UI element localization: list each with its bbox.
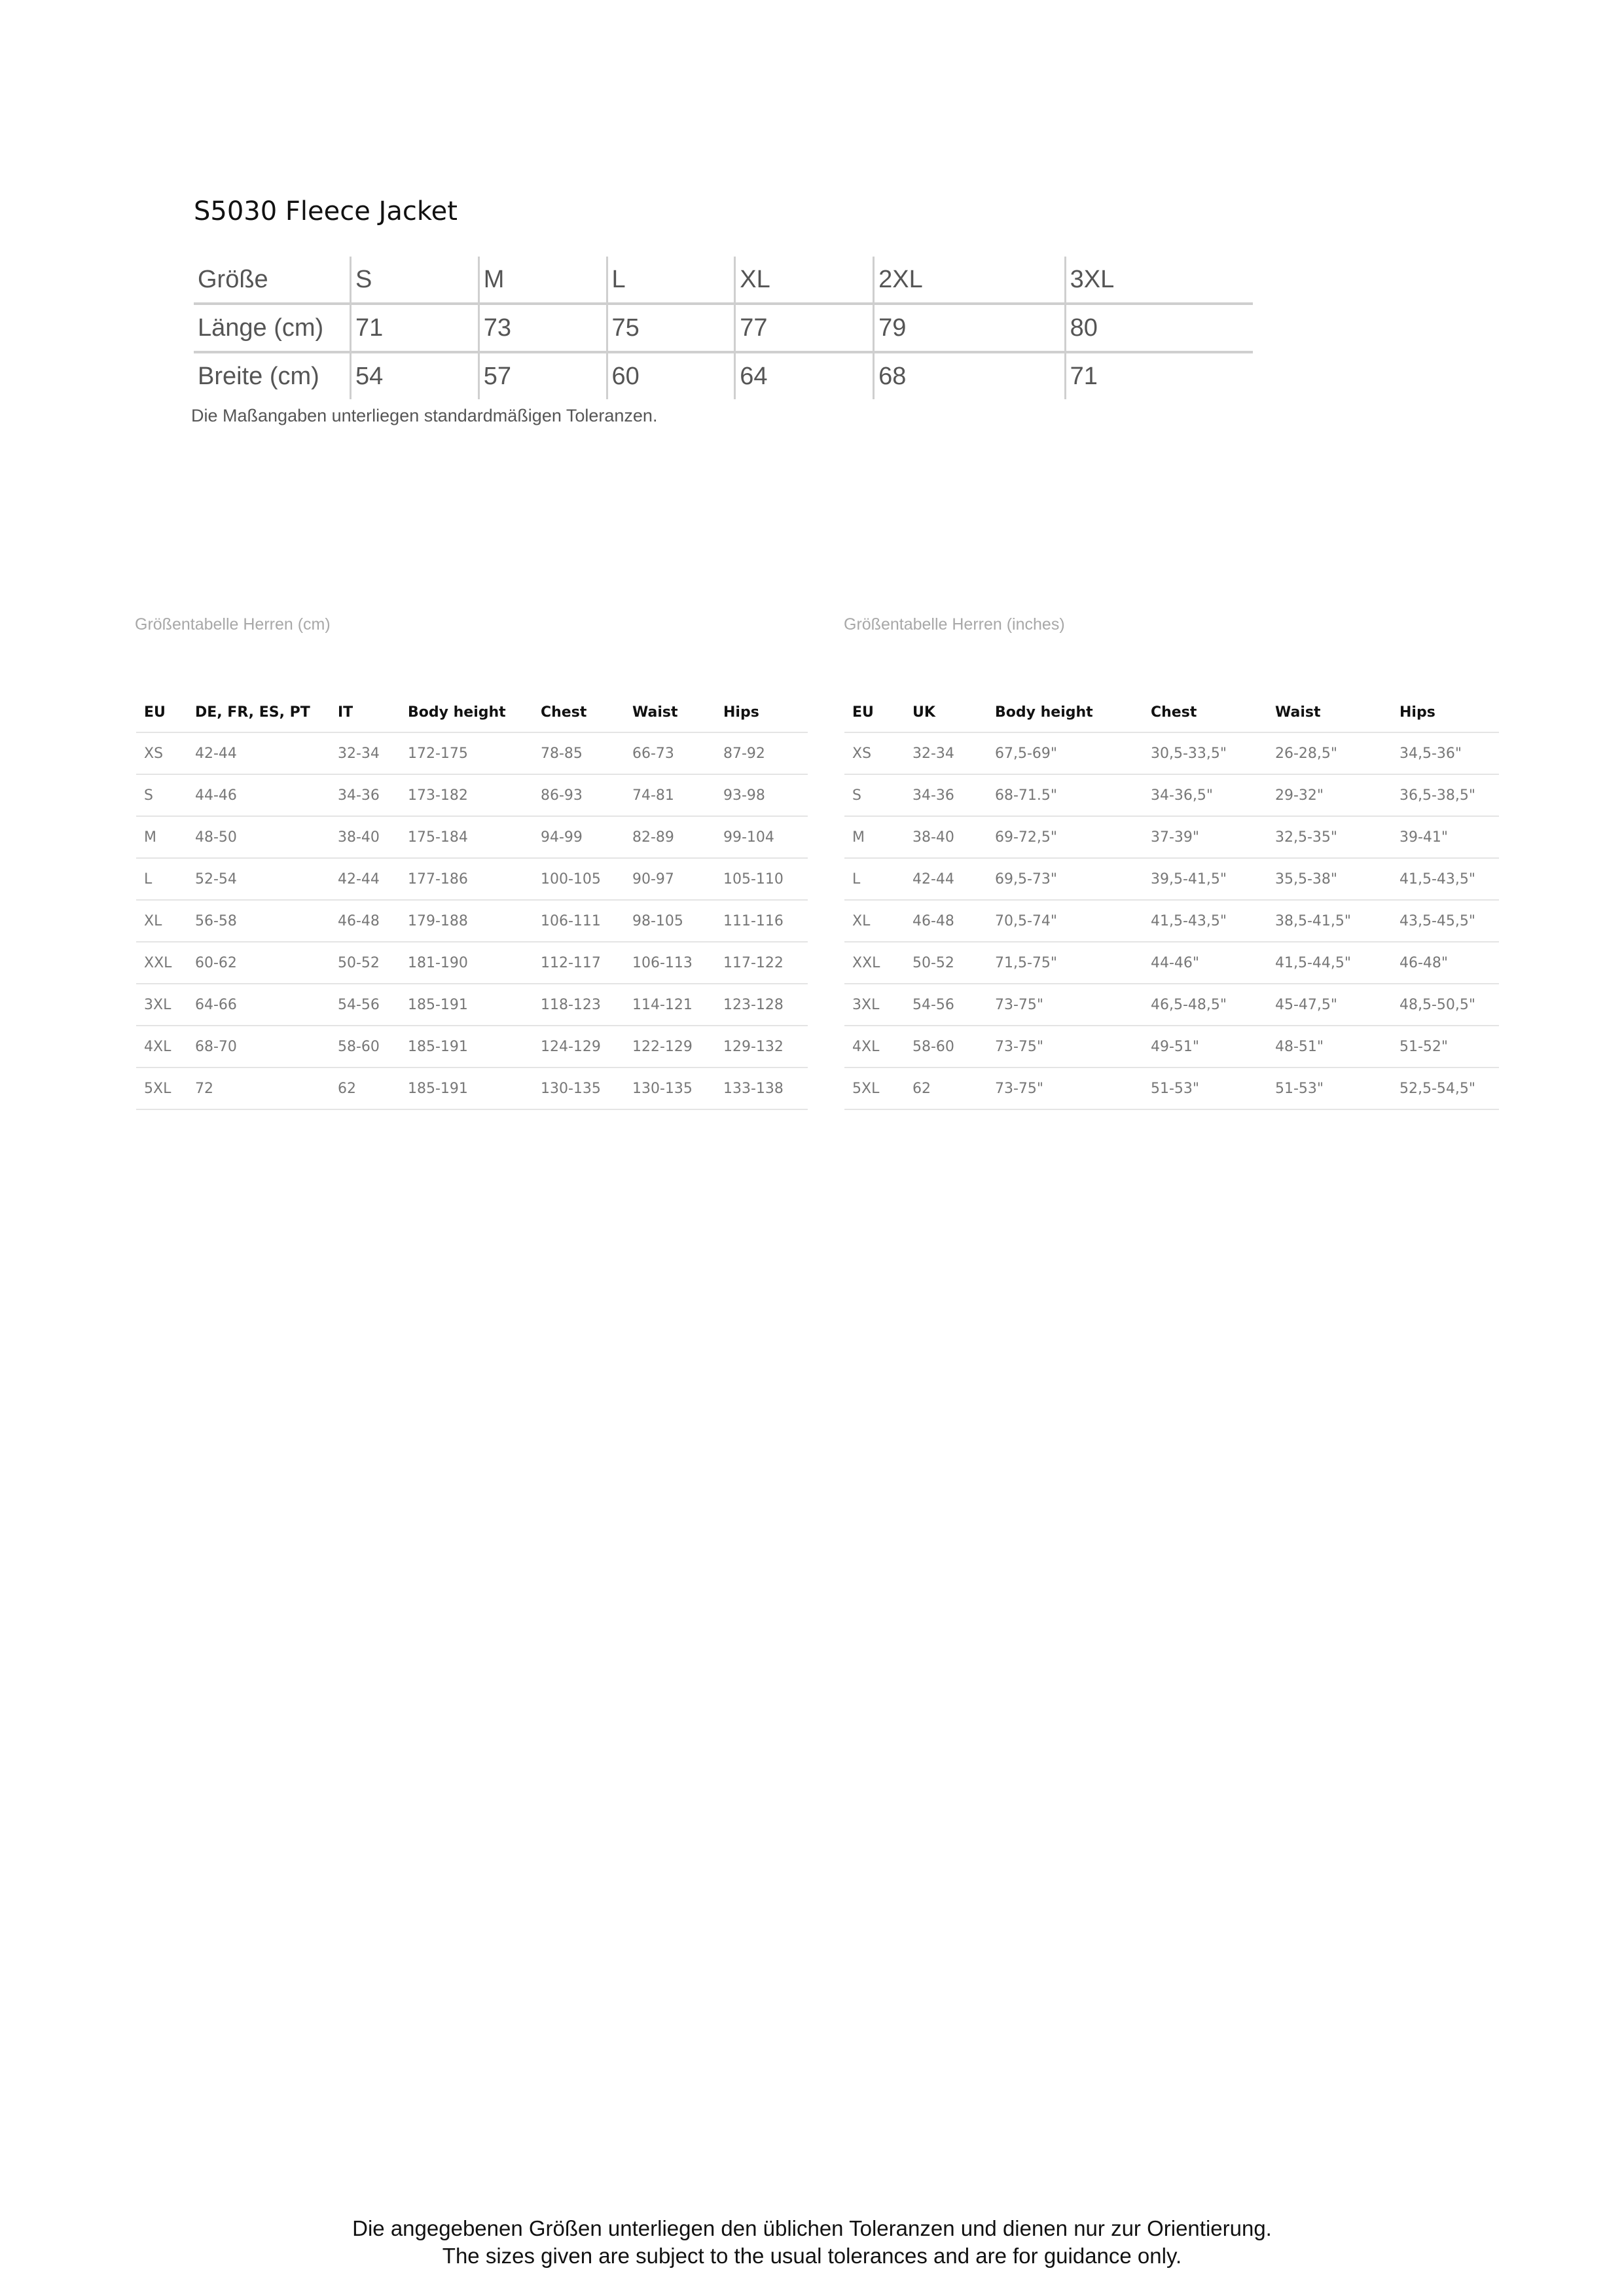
table-cell: 185-191 [400,984,533,1026]
table-row [136,942,808,984]
column-header: EU [136,692,187,732]
table-cell: 35,5-38" [1267,858,1392,900]
table-cell: 34,5-36" [1392,732,1499,774]
table-cell: 123-128 [715,984,808,1026]
size-chart-inches [844,692,1499,1110]
table-row [136,1067,808,1109]
table-row [844,1067,1499,1109]
table-cell: 48-51" [1267,1026,1392,1067]
table-row [136,858,808,900]
table-cell: XXL [844,942,905,984]
table-cell: 79 [874,304,1066,352]
inch-table-title: Größentabelle Herren (inches) [844,615,1065,634]
table-cell: 114-121 [624,984,715,1026]
column-header: DE, FR, ES, PT [187,692,330,732]
table-cell: XL [844,900,905,942]
table-cell: 185-191 [400,1026,533,1067]
table-cell: 80 [1065,304,1253,352]
table-row [136,732,808,774]
table-cell: 185-191 [400,1067,533,1109]
table-cell: 105-110 [715,858,808,900]
table-cell: 129-132 [715,1026,808,1067]
table-cell: 43,5-45,5" [1392,900,1499,942]
column-header: Waist [624,692,715,732]
table-cell: 133-138 [715,1067,808,1109]
table-cell: 41,5-44,5" [1267,942,1392,984]
table-cell: 49-51" [1143,1026,1267,1067]
table-cell: 36,5-38,5" [1392,774,1499,816]
table-cell: 62 [905,1067,987,1109]
table-cell: 32-34 [905,732,987,774]
table-cell: 60 [607,352,735,399]
table-cell: S [351,257,479,304]
table-cell: 32-34 [330,732,400,774]
table-cell: XS [844,732,905,774]
table-cell: 39-41" [1392,816,1499,858]
table-cell: 38-40 [330,816,400,858]
table-cell: S [844,774,905,816]
table-cell: 117-122 [715,942,808,984]
table-cell: 45-47,5" [1267,984,1392,1026]
table-cell: 4XL [844,1026,905,1067]
table-cell: 71 [351,304,479,352]
table-row [844,1026,1499,1067]
table-cell: 94-99 [533,816,624,858]
column-header: UK [905,692,987,732]
table-cell: 42-44 [330,858,400,900]
table-cell: 106-111 [533,900,624,942]
table-row [844,900,1499,942]
table-cell: L [607,257,735,304]
table-cell: Breite (cm) [198,362,319,390]
table-row [844,816,1499,858]
table-row [136,900,808,942]
footer-disclaimer [0,2215,1624,2270]
table-cell: 181-190 [400,942,533,984]
table-cell: 100-105 [533,858,624,900]
table-cell: 41,5-43,5" [1392,858,1499,900]
table-cell: 179-188 [400,900,533,942]
table-cell: 173-182 [400,774,533,816]
table-cell: 172-175 [400,732,533,774]
table-cell: 72 [187,1067,330,1109]
table-cell: 70,5-74" [987,900,1143,942]
table-cell: 48,5-50,5" [1392,984,1499,1026]
table-row [136,1026,808,1067]
table-cell: Größe [194,257,351,304]
table-cell: 39,5-41,5" [1143,858,1267,900]
table-cell: 78-85 [533,732,624,774]
table-cell: S [136,774,187,816]
table-cell: 71 [1065,352,1253,399]
table-cell: 112-117 [533,942,624,984]
table-cell: 73-75" [987,1067,1143,1109]
table-cell: 118-123 [533,984,624,1026]
table-cell: 46-48 [330,900,400,942]
table-cell: 41,5-43,5" [1143,900,1267,942]
table-row [194,257,1253,304]
table-cell: 50-52 [905,942,987,984]
table-cell: 93-98 [715,774,808,816]
table-row [844,858,1499,900]
table-cell: 99-104 [715,816,808,858]
table-cell: L [136,858,187,900]
table-cell: 111-116 [715,900,808,942]
table-cell: 48-50 [187,816,330,858]
table-cell: 73 [478,304,607,352]
table-cell: 175-184 [400,816,533,858]
table-cell: 51-53" [1267,1067,1392,1109]
table-cell: 68 [874,352,1066,399]
table-cell: XS [136,732,187,774]
table-cell: 52-54 [187,858,330,900]
column-header: Hips [1392,692,1499,732]
column-header: Waist [1267,692,1392,732]
table-row [844,984,1499,1026]
table-cell: 52,5-54,5" [1392,1067,1499,1109]
column-header: IT [330,692,400,732]
column-header: Hips [715,692,808,732]
table-cell: 5XL [136,1067,187,1109]
table-cell: XL [136,900,187,942]
table-cell: 51-52" [1392,1026,1499,1067]
table-cell: 54-56 [330,984,400,1026]
table-cell: 51-53" [1143,1067,1267,1109]
table-cell: 130-135 [624,1067,715,1109]
table-row [844,774,1499,816]
tolerance-note: Die Maßangaben unterliegen standardmäßigen Toleranzen. [191,406,658,425]
size-chart-cm [136,692,808,1110]
table-cell: L [844,858,905,900]
table-cell: Länge (cm) [194,304,351,352]
table-cell: 68-70 [187,1026,330,1067]
table-cell: 42-44 [187,732,330,774]
table-cell: 3XL [1065,257,1253,304]
table-cell: 87-92 [715,732,808,774]
table-cell: 3XL [844,984,905,1026]
table-cell: 124-129 [533,1026,624,1067]
table-cell: 122-129 [624,1026,715,1067]
column-header: Body height [987,692,1143,732]
table-cell: 37-39" [1143,816,1267,858]
table-cell: 34-36 [905,774,987,816]
table-cell: 46,5-48,5" [1143,984,1267,1026]
table-cell: 38-40 [905,816,987,858]
table-cell: 5XL [844,1067,905,1109]
table-cell: 57 [478,352,607,399]
size-measurement-table [194,257,1253,399]
table-cell: 56-58 [187,900,330,942]
table-cell: 62 [330,1067,400,1109]
table-row [136,984,808,1026]
column-header: EU [844,692,905,732]
column-header: Chest [533,692,624,732]
table-row [844,942,1499,984]
table-cell: 64-66 [187,984,330,1026]
table-cell: M [844,816,905,858]
table-cell: M [478,257,607,304]
table-cell: 54-56 [905,984,987,1026]
table-cell: 69,5-73" [987,858,1143,900]
table-cell: 73-75" [987,984,1143,1026]
table-cell: 34-36 [330,774,400,816]
table-cell: 44-46 [187,774,330,816]
table-header-row [136,692,808,732]
table-cell: 44-46" [1143,942,1267,984]
table-cell: 82-89 [624,816,715,858]
table-cell: 29-32" [1267,774,1392,816]
cm-table-title: Größentabelle Herren (cm) [135,615,331,634]
table-row [136,816,808,858]
table-cell: 3XL [136,984,187,1026]
table-cell: 4XL [136,1026,187,1067]
table-cell: 90-97 [624,858,715,900]
table-cell: 98-105 [624,900,715,942]
table-cell: 34-36,5" [1143,774,1267,816]
column-header: Chest [1143,692,1267,732]
table-cell: 54 [351,352,479,399]
table-cell: 26-28,5" [1267,732,1392,774]
table-cell: 75 [607,304,735,352]
table-cell: XL [735,257,874,304]
footer-line-german: Die angegebenen Größen unterliegen den üblichen Toleranzen und dienen nur zur Orientierung. [352,2216,1272,2240]
table-cell: 50-52 [330,942,400,984]
table-row [136,774,808,816]
table-cell: 71,5-75" [987,942,1143,984]
table-cell: 2XL [874,257,1066,304]
table-cell: 69-72,5" [987,816,1143,858]
footer-line-english: The sizes given are subject to the usual tolerances and are for guidance only. [442,2244,1182,2268]
table-cell: 58-60 [330,1026,400,1067]
document-title: S5030 Fleece Jacket [194,196,458,226]
column-header: Body height [400,692,533,732]
table-row [194,352,1253,399]
table-cell: 77 [735,304,874,352]
table-cell: 66-73 [624,732,715,774]
table-header-row [844,692,1499,732]
table-cell: 67,5-69" [987,732,1143,774]
table-cell: XXL [136,942,187,984]
table-cell: M [136,816,187,858]
table-row [194,304,1253,352]
table-cell: 30,5-33,5" [1143,732,1267,774]
table-cell: 38,5-41,5" [1267,900,1392,942]
table-row [844,732,1499,774]
table-cell: 60-62 [187,942,330,984]
table-cell: 177-186 [400,858,533,900]
table-cell: 130-135 [533,1067,624,1109]
table-cell: 106-113 [624,942,715,984]
table-cell: 86-93 [533,774,624,816]
table-cell: 46-48 [905,900,987,942]
table-cell: 58-60 [905,1026,987,1067]
table-cell: 46-48" [1392,942,1499,984]
table-cell: 73-75" [987,1026,1143,1067]
table-cell: 68-71.5" [987,774,1143,816]
table-cell: 74-81 [624,774,715,816]
table-cell: 64 [735,352,874,399]
table-cell: 32,5-35" [1267,816,1392,858]
table-cell: 42-44 [905,858,987,900]
